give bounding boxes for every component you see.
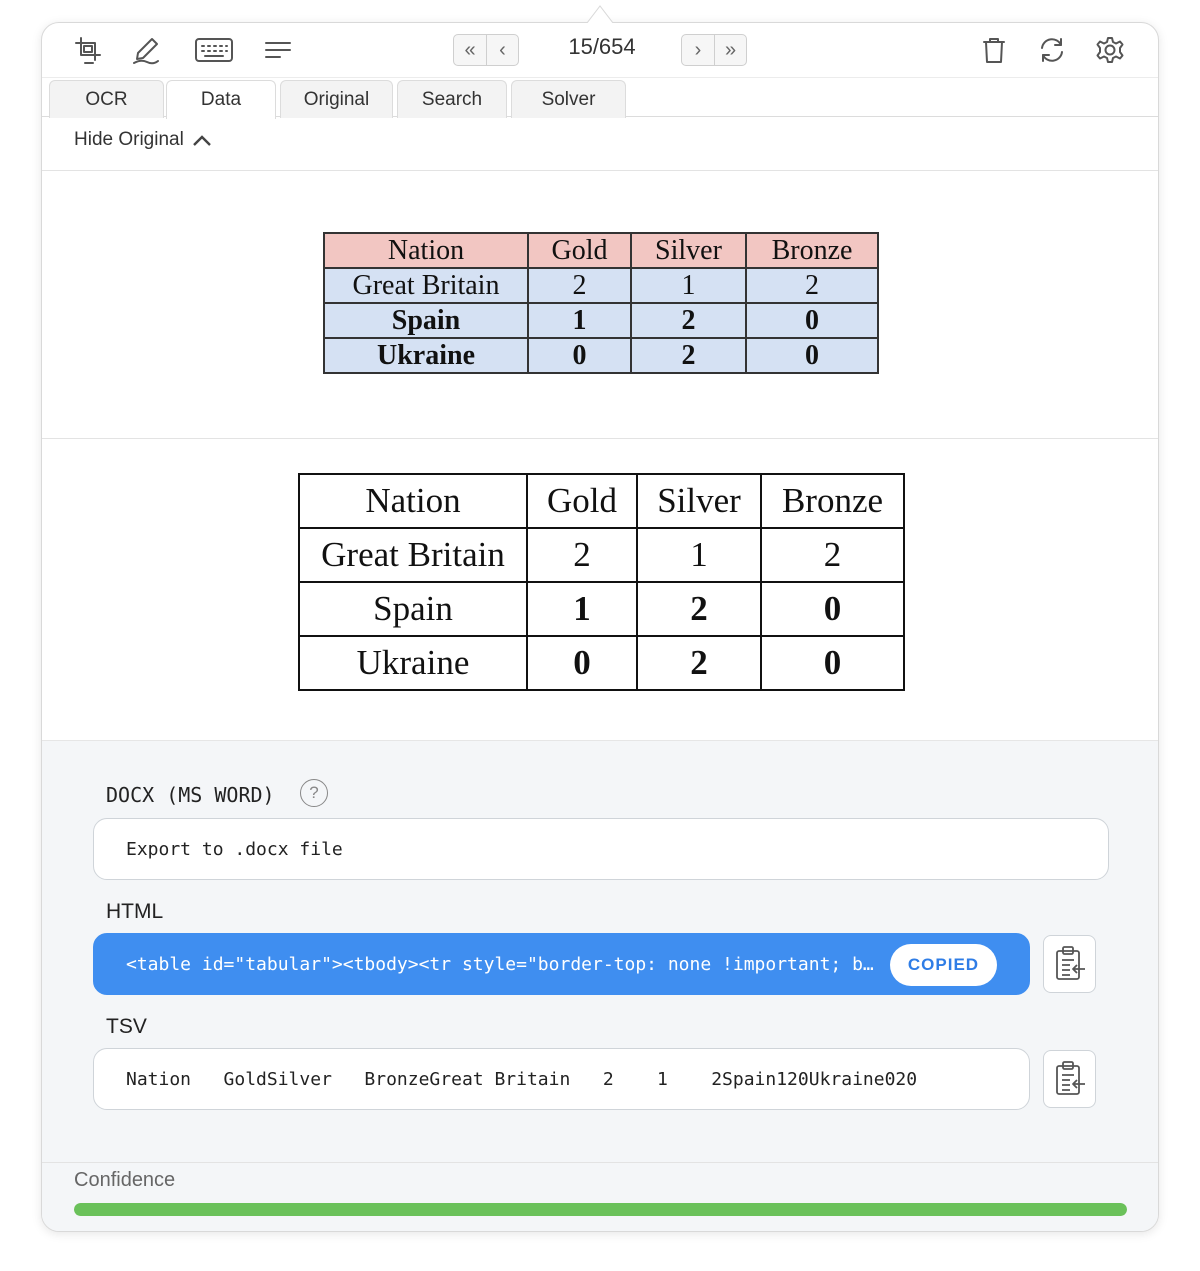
help-icon[interactable]: ? [300,779,328,807]
original-header-cell: Bronze [746,233,878,268]
last-page-button[interactable]: » [714,35,746,65]
rendered-cell: 0 [761,636,904,690]
tab-bar [42,77,1158,117]
rendered-cell: Great Britain [299,528,527,582]
html-output-text: <table id="tabular"><tbody><tr style="border-top: none !important; b… [126,953,874,975]
divider [42,438,1158,439]
original-cell: 2 [631,338,746,373]
confidence-bar-fill [74,1203,1127,1216]
original-header-cell: Nation [324,233,528,268]
original-cell: Ukraine [324,338,528,373]
original-cell: Great Britain [324,268,528,303]
page-counter: 15/654 [568,34,636,59]
copied-badge[interactable]: COPIED [890,944,997,986]
pen-icon[interactable] [129,33,163,67]
rendered-cell: 1 [637,528,761,582]
keyboard-icon[interactable] [192,33,236,67]
toolbar [42,23,1158,77]
tab-ocr[interactable]: OCR [49,80,164,118]
original-row [324,338,878,373]
original-cell: 1 [528,303,631,338]
nav-forward-group [681,34,747,66]
original-cell: Spain [324,303,528,338]
trash-icon[interactable] [977,33,1011,67]
docx-label: DOCX (MS WORD) [106,783,275,807]
html-output-field[interactable] [93,933,1030,995]
rendered-row [299,528,904,582]
crop-screen-icon[interactable] [71,33,105,67]
rendered-header-cell: Bronze [761,474,904,528]
app-window [41,22,1159,1232]
chevron-up-icon [192,133,212,147]
confidence-bar [74,1203,1127,1216]
original-cell: 0 [746,338,878,373]
refresh-icon[interactable] [1035,33,1069,67]
nav-back-group [453,34,519,66]
original-header-cell: Silver [631,233,746,268]
rendered-cell: 0 [761,582,904,636]
confidence-label: Confidence [74,1169,176,1191]
text-lines-icon[interactable] [261,33,295,67]
original-cell: 0 [528,338,631,373]
hide-original-label: Hide Original [74,129,184,150]
original-cell: 1 [631,268,746,303]
original-header-row [324,233,878,268]
copy-tsv-button[interactable] [1043,1050,1096,1108]
original-row [324,303,878,338]
export-docx-button[interactable]: Export to .docx file [93,818,1109,880]
rendered-row [299,582,904,636]
rendered-cell: 2 [637,582,761,636]
rendered-cell: 2 [637,636,761,690]
original-cell: 2 [746,268,878,303]
rendered-header-cell: Silver [637,474,761,528]
settings-gear-icon[interactable] [1093,33,1127,67]
original-header-cell: Gold [528,233,631,268]
window-notch [587,3,613,23]
next-page-button[interactable]: › [694,38,702,61]
rendered-cell: 0 [527,636,637,690]
rendered-header-cell: Gold [527,474,637,528]
rendered-cell: 2 [527,528,637,582]
clipboard-icon [1053,1060,1087,1098]
tab-solver[interactable]: Solver [511,80,626,118]
hide-original-toggle[interactable] [74,129,212,151]
original-cell: 2 [528,268,631,303]
original-row [324,268,878,303]
copy-html-button[interactable] [1043,935,1096,993]
divider [42,1162,1158,1163]
html-label: HTML [106,900,164,923]
tab-original[interactable]: Original [280,80,393,118]
rendered-cell: Ukraine [299,636,527,690]
prev-page-button[interactable]: ‹ [486,35,518,65]
first-page-button[interactable]: « [464,38,476,61]
divider [42,170,1158,171]
tab-search[interactable]: Search [397,80,507,118]
tab-data[interactable]: Data [166,80,276,119]
rendered-cell: 1 [527,582,637,636]
rendered-header-row [299,474,904,528]
original-cell: 2 [631,303,746,338]
clipboard-icon [1053,945,1087,983]
rendered-row [299,636,904,690]
rendered-cell: Spain [299,582,527,636]
original-cell: 0 [746,303,878,338]
rendered-header-cell: Nation [299,474,527,528]
export-panel [42,740,1158,1232]
rendered-table [298,473,905,691]
rendered-cell: 2 [761,528,904,582]
original-table-image [323,232,879,374]
tsv-output-field[interactable]: Nation GoldSilver BronzeGreat Britain 2 1 2Spain120Ukraine020 [93,1048,1030,1110]
tsv-label: TSV [106,1015,147,1038]
